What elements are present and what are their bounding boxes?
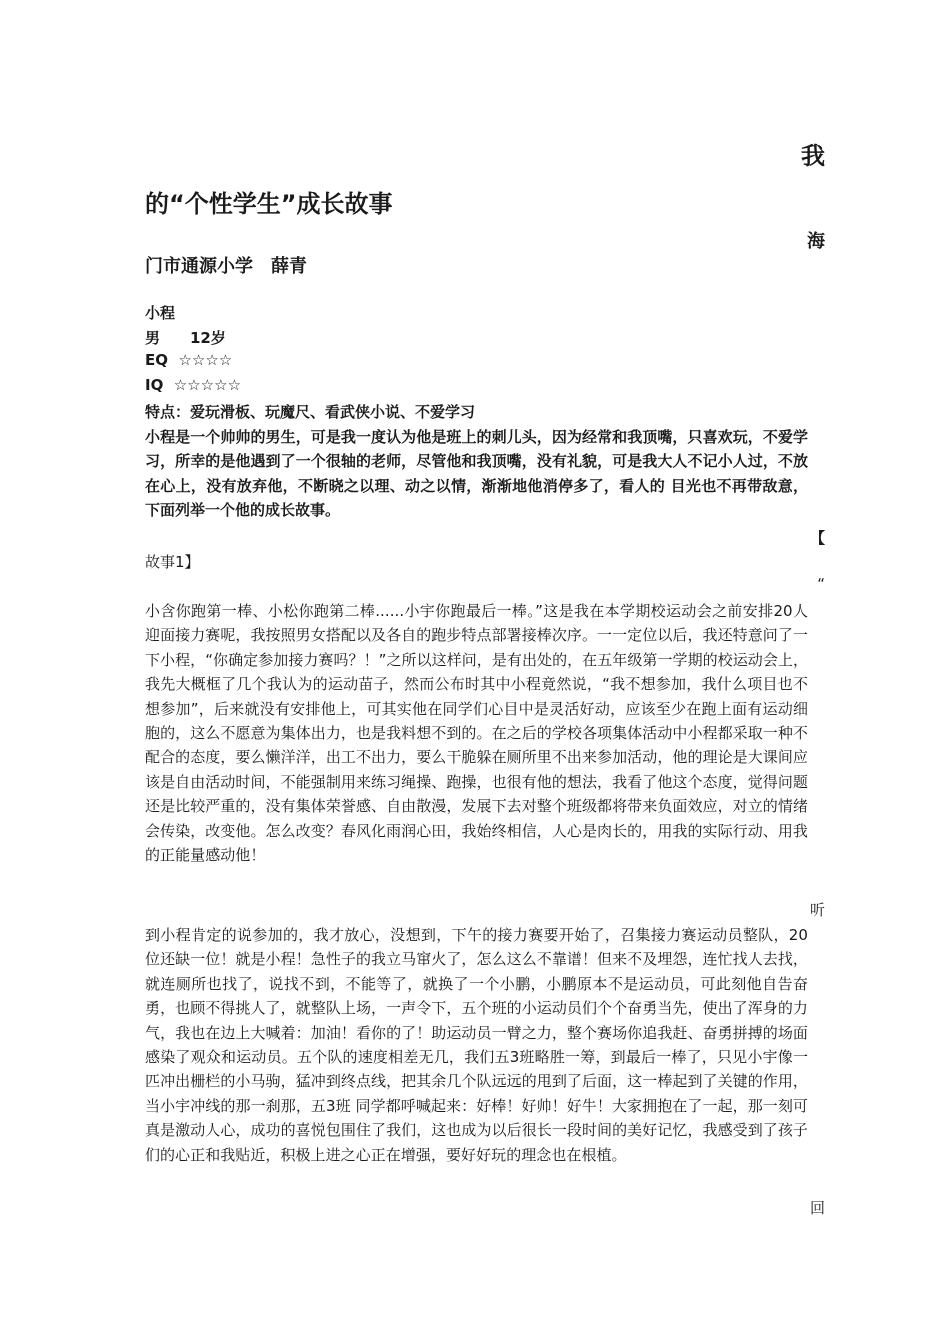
back-char: 回 bbox=[809, 1199, 825, 1217]
page-title: 的“个性学生”成长故事 bbox=[145, 190, 393, 218]
intro-paragraph: 小程是一个帅帅的男生，可是我一度认为他是班上的刺儿头，因为经常和我顶嘴，只喜欢玩，不爱学习，所幸的是他遇到了一个很轴的老师，尽管他和我顶嘴，没有礼貌，可是我大人不记小人过，不放在心上，没有放弃他，不断晓之以理、动之以情，渐渐地他消停多了，看人的 目光也不再带敌意，下面列举一个他的成长故事。 bbox=[145, 428, 808, 520]
student-name: 小程 bbox=[145, 304, 176, 322]
iq-rating: IQ ☆☆☆☆☆ bbox=[145, 376, 242, 394]
story-heading: 故事1】 bbox=[145, 553, 200, 571]
byline-first-char: 海 bbox=[807, 231, 825, 252]
student-traits: 特点：爱玩滑板、玩魔尺、看武侠小说、不爱学习 bbox=[145, 403, 476, 421]
story-bracket: 【 bbox=[809, 529, 825, 547]
story-paragraph-1: 小含你跑第一棒、小松你跑第二棒......小宇你跑最后一棒。”这是我在本学期校运动会之前安排20人迎面接力赛呢，我按照男女搭配以及各自的跑步特点部署接棒次序。一一定位以后，我还特意问了一下小程，“你确定参加接力赛吗？！”之所以这样问，是有出处的，在五年级第一学期的校运动会上，我先大概框了几个我认为的运动苗子，然而公布时其中小程竟然说，“我不想参加，我什么项目也不想参加”，后来就没有安排他上，可其实他在同学们心目中是灵活好动，应该至少在跑上面有运动细胞的，这么不愿意为集体出力，也是我料想不到的。在之后的学校各项集体活动中小程都采取一种不配合的态度，要么懒洋洋，出工不出力，要么干脆躲在厕所里不出来参加活动，他的理论是大课间应该是自由活动时间，不能强制用来练习绳操、跑操，也很有他的想法，我看了他这个态度，觉得问题还是比较严重的，没有集体荣誉感、自由散漫，发展下去对整个班级都将带来负面效应，对立的情绪会传染，改变他。怎么改变？春风化雨润心田，我始终相信，人心是肉长的，用我的实际行动、用我的正能量感动他！ bbox=[145, 602, 808, 865]
byline: 门市通源小学 薛青 bbox=[145, 256, 307, 277]
listen-char: 听 bbox=[809, 901, 825, 919]
quote-mark: “ bbox=[817, 575, 825, 593]
student-gender-age: 男 12岁 bbox=[145, 329, 226, 347]
title-first-char: 我 bbox=[801, 142, 825, 170]
story-paragraph-2: 到小程肯定的说参加的，我才放心，没想到，下午的接力赛要开始了，召集接力赛运动员整队，20位还缺一位！就是小程！急性子的我立马窜火了，怎么这么不靠谱！但来不及埋怨，连忙找人去找，就连厕所也找了，说找不到，不能等了，就换了一个小鹏，小鹏原本不是运动员，可此刻他自告奋勇，也顾不得挑人了，就整队上场，一声令下，五个班的小运动员们个个奋勇当先，使出了浑身的力气，我也在边上大喊着：加油！看你的了！助运动员一臂之力，整个赛场你追我赶、奋勇拼搏的场面感染了观众和运动员。五个队的速度相差无几，我们五3班略胜一筹，到最后一棒了，只见小宇像一匹冲出栅栏的小马驹，猛冲到终点线，把其余几个队远远的甩到了后面，这一棒起到了关键的作用，当小宇冲线的那一刹那，五3班 同学都呼喊起来：好棒！好帅！好牛！大家拥抱在了一起，那一刻可真是激动人心，成功的喜悦包围住了我们，这也成为以后很长一段时间的美好记忆，我感受到了孩子们的心正和我贴近，积极上进之心正在增强，要好好玩的理念也在根植。 bbox=[145, 926, 808, 1164]
eq-rating: EQ ☆☆☆☆ bbox=[145, 351, 233, 369]
